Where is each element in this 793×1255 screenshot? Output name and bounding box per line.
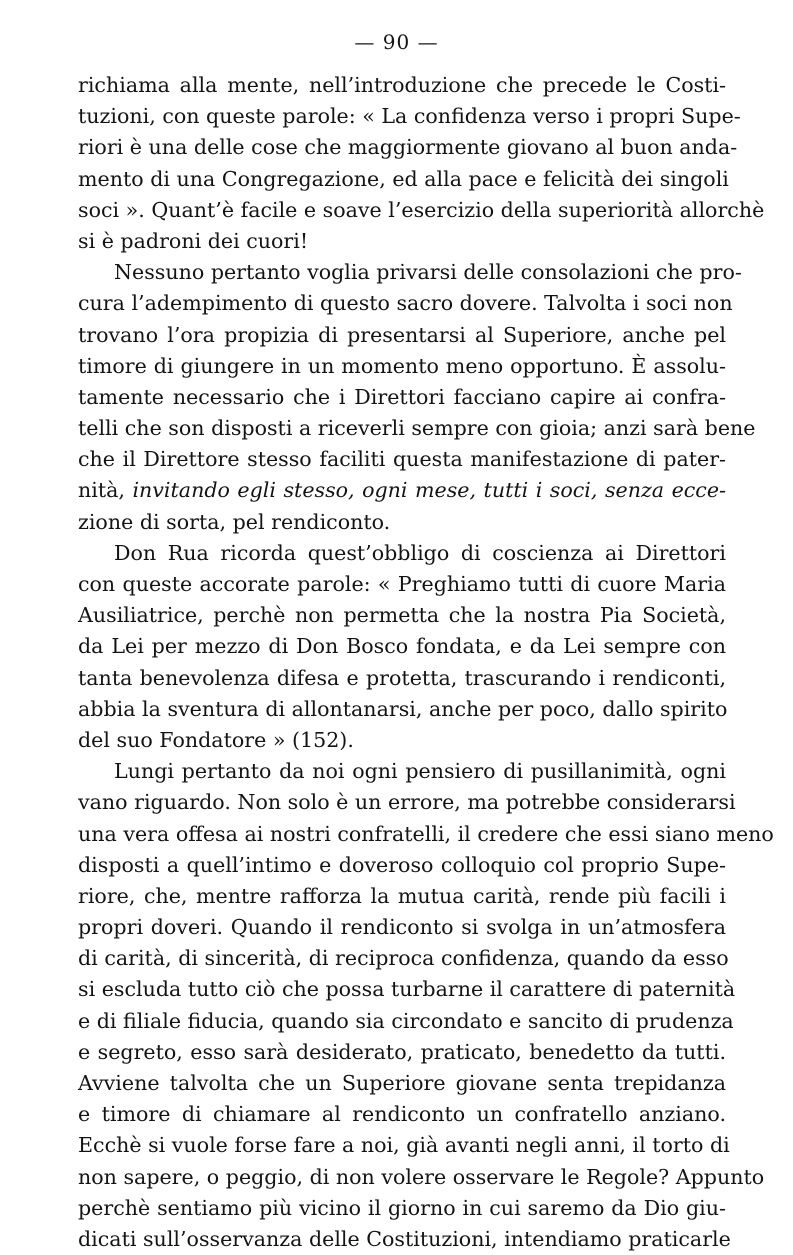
paragraph-start-line: Lungi pertanto da noi ogni pensiero di pusillanimità, ogni [114, 759, 726, 784]
text-line: telli che son disposti a riceverli sempre con gioia; anzi sarà bene [78, 416, 756, 441]
text-line: zione di sorta, pel rendiconto. [78, 509, 391, 534]
text-line: timore di giungere in un momento meno opportuno. È assolu- [78, 353, 726, 378]
text-span: nità, [78, 478, 133, 503]
text-line: si escluda tutto ciò che possa turbarne il carattere di paternità [78, 977, 736, 1002]
text-line: di carità, di sincerità, di reciproca confidenza, quando da esso [78, 946, 729, 971]
text-line: non sapere, o peggio, di non volere osservare le Regole? Appunto [78, 1164, 765, 1189]
text-line: soci ». Quant’è facile e soave l’esercizio della superiorità allorchè [78, 197, 765, 222]
text-line-italic [78, 475, 726, 506]
text-line: e timore di chiamare al rendiconto un confratello anziano. [78, 1102, 726, 1127]
text-line: Ausiliatrice, perchè non permetta che la nostra Pia Società, [78, 603, 726, 628]
text-line: mento di una Congregazione, ed alla pace e felicità dei singoli [78, 166, 729, 191]
text-line: tuzioni, con queste parole: « La confidenza verso i propri Supe- [78, 104, 741, 129]
paragraph-start-line: Don Rua ricorda quest’obbligo di coscienza ai Direttori [114, 540, 726, 565]
body-text [78, 70, 774, 1255]
text-line: e di filiale fiducia, quando sia circondato e sancito di prudenza [78, 1008, 734, 1033]
text-line: con queste accorate parole: « Preghiamo tutti di cuore Maria [78, 572, 726, 596]
text-line: dicati sull’osservanza delle Costituzioni, intendiamo praticarle [78, 1226, 731, 1251]
text-line: richiama alla mente, nell’introduzione che precede le Costi- [78, 73, 726, 97]
italic-text-span: invitando egli stesso, ogni mese, tutti i soci, senza ecce- [132, 478, 726, 503]
text-line: Ecchè si vuole forse fare a noi, già avanti negli anni, il torto di [78, 1133, 730, 1158]
text-line: e segreto, esso sarà desiderato, praticato, benedetto da tutti. [78, 1039, 726, 1064]
text-line: propri doveri. Quando il rendiconto si svolga in un’atmosfera [78, 915, 726, 940]
page-number: — 90 — [354, 30, 439, 54]
text-line: si è padroni dei cuori! [78, 228, 309, 253]
text-line: una vera offesa ai nostri confratelli, il credere che essi siano meno [78, 821, 774, 846]
paragraph-start-line: Nessuno pertanto voglia privarsi delle consolazioni che pro- [114, 260, 742, 285]
text-line: che il Direttore stesso faciliti questa manifestazione di pater- [78, 447, 726, 472]
text-line: vano riguardo. Non solo è un errore, ma potrebbe considerarsi [78, 790, 736, 815]
text-line: tanta benevolenza difesa e protetta, trascurando i rendiconti, [78, 665, 726, 690]
text-line: cura l’adempimento di questo sacro dovere. Talvolta i soci non [78, 291, 733, 316]
text-line: trovano l’ora propizia di presentarsi al Superiore, anche pel [78, 322, 726, 347]
text-line: del suo Fondatore » (152). [78, 727, 354, 752]
text-line: tamente necessario che i Direttori facciano capire ai confra- [78, 384, 726, 409]
text-line: riori è una delle cose che maggiormente giovano al buon anda- [78, 135, 738, 160]
text-line: disposti a quell’intimo e doveroso colloquio col proprio Supe- [78, 852, 726, 877]
text-line: Avviene talvolta che un Superiore giovane senta trepidanza [78, 1071, 726, 1095]
text-line: riore, che, mentre rafforza la mutua carità, rende più facili i [78, 883, 726, 908]
text-line: perchè sentiamo più vicino il giorno in cui saremo da Dio giu- [78, 1195, 726, 1220]
text-line: da Lei per mezzo di Don Bosco fondata, e da Lei sempre con [78, 634, 726, 659]
text-line: abbia la sventura di allontanarsi, anche per poco, dallo spirito [78, 696, 728, 721]
